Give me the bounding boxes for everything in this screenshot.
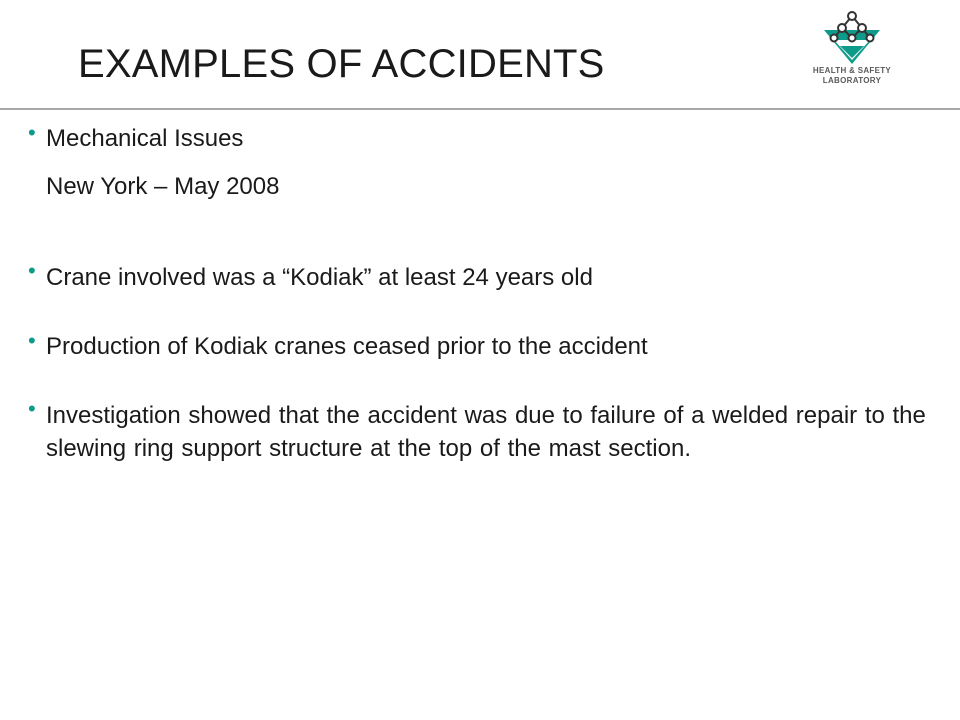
bullet-dot-icon: • — [28, 258, 36, 283]
bullet-subline: New York – May 2008 — [46, 173, 280, 200]
bullet-dot-icon: • — [28, 120, 36, 145]
bullet-text: Production of Kodiak cranes ceased prior to the accident — [46, 333, 648, 360]
logo-text-line1: HEALTH & SAFETY — [812, 66, 892, 75]
slide-title: EXAMPLES OF ACCIDENTS — [78, 42, 605, 86]
hsl-logo — [800, 10, 904, 96]
hsl-logo-icon — [820, 10, 884, 66]
logo-text-line2: LABORATORY — [822, 76, 882, 85]
bullet-text: Crane involved was a “Kodiak” at least 24 years old — [46, 264, 593, 291]
bullet-dot-icon: • — [28, 328, 36, 353]
title-divider — [0, 108, 960, 110]
bullet-dot-icon: • — [28, 396, 36, 421]
bullet-text: Mechanical Issues — [46, 125, 244, 152]
bullet-text: Investigation showed that the accident was due to failure of a welded repair to the slewing ring support structure at the top of the mast section. — [46, 402, 926, 462]
